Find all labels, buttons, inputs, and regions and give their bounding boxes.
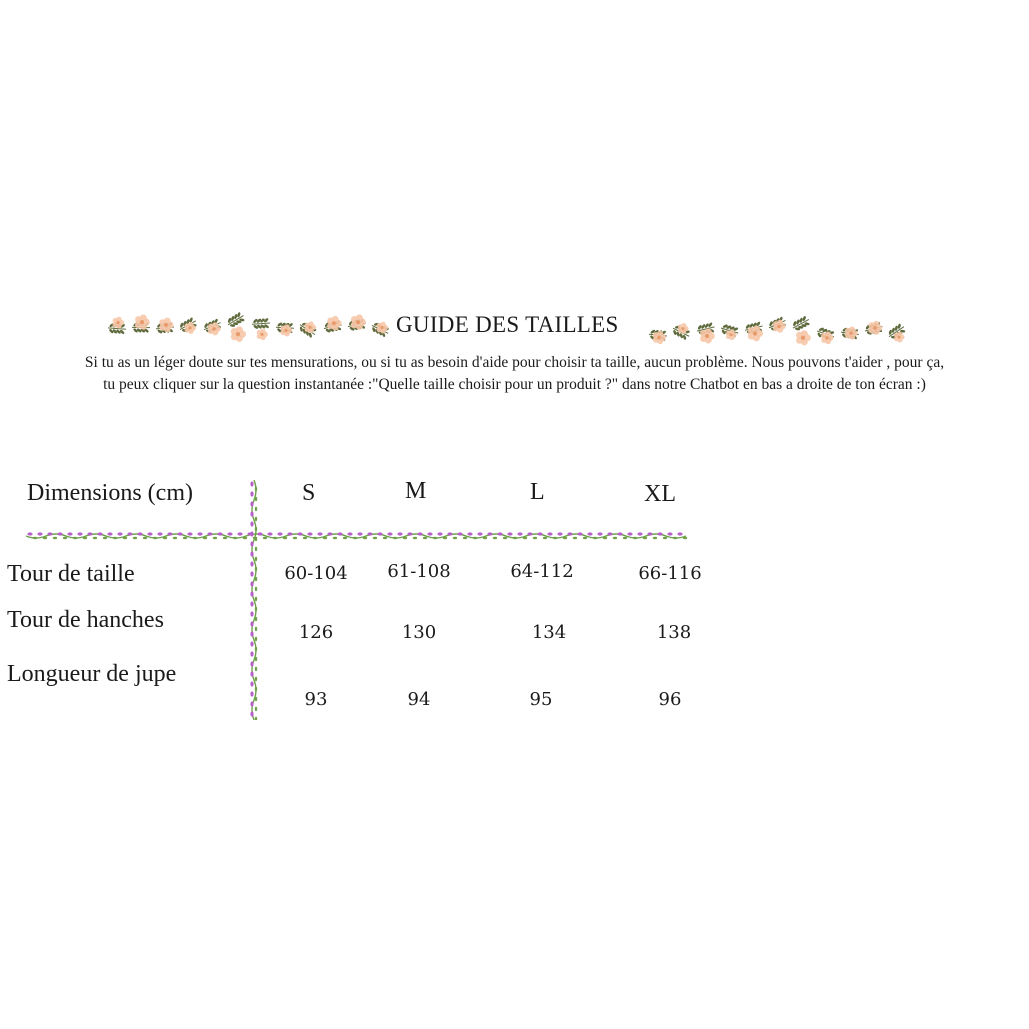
- floral-garland-right-icon: [643, 312, 908, 352]
- cell-hanches-xl: 138: [656, 622, 692, 643]
- cell-hanches-m: 130: [401, 622, 437, 643]
- intro-line-1: Si tu as un léger doute sur tes mensurations, ou si tu as besoin d'aide pour choisir ta taille, aucun problème. Nous pouvons t'aider , pour ça,: [84, 354, 945, 371]
- cell-taille-xl: 66-116: [638, 563, 702, 584]
- row-label-tour-de-hanches: Tour de hanches: [7, 607, 164, 633]
- size-header-s: S: [302, 480, 316, 506]
- cell-taille-s: 60-104: [284, 563, 348, 584]
- row-label-tour-de-taille: Tour de taille: [7, 561, 135, 587]
- cell-taille-m: 61-108: [387, 561, 451, 582]
- cell-hanches-s: 126: [298, 622, 334, 643]
- cell-jupe-m: 94: [407, 689, 431, 710]
- cell-hanches-l: 134: [531, 622, 567, 643]
- page-title: GUIDE DES TAILLES: [396, 312, 619, 337]
- cell-jupe-l: 95: [529, 689, 553, 710]
- size-header-m: M: [405, 478, 427, 504]
- floral-garland-left-icon: [102, 308, 392, 348]
- dimensions-header: Dimensions (cm): [27, 480, 193, 506]
- size-header-xl: XL: [644, 481, 676, 507]
- row-label-longueur-de-jupe: Longueur de jupe: [7, 661, 177, 687]
- intro-line-2: tu peux cliquer sur la question instantanée :"Quelle taille choisir pour un produit ?" dans notre Chatbot en bas a droite de ton écran :): [103, 376, 926, 393]
- size-header-l: L: [530, 479, 545, 505]
- horizontal-vine-divider-icon: [26, 528, 688, 544]
- cell-jupe-s: 93: [304, 689, 328, 710]
- vertical-vine-divider-icon: [246, 480, 262, 720]
- cell-taille-l: 64-112: [510, 561, 574, 582]
- cell-jupe-xl: 96: [658, 689, 682, 710]
